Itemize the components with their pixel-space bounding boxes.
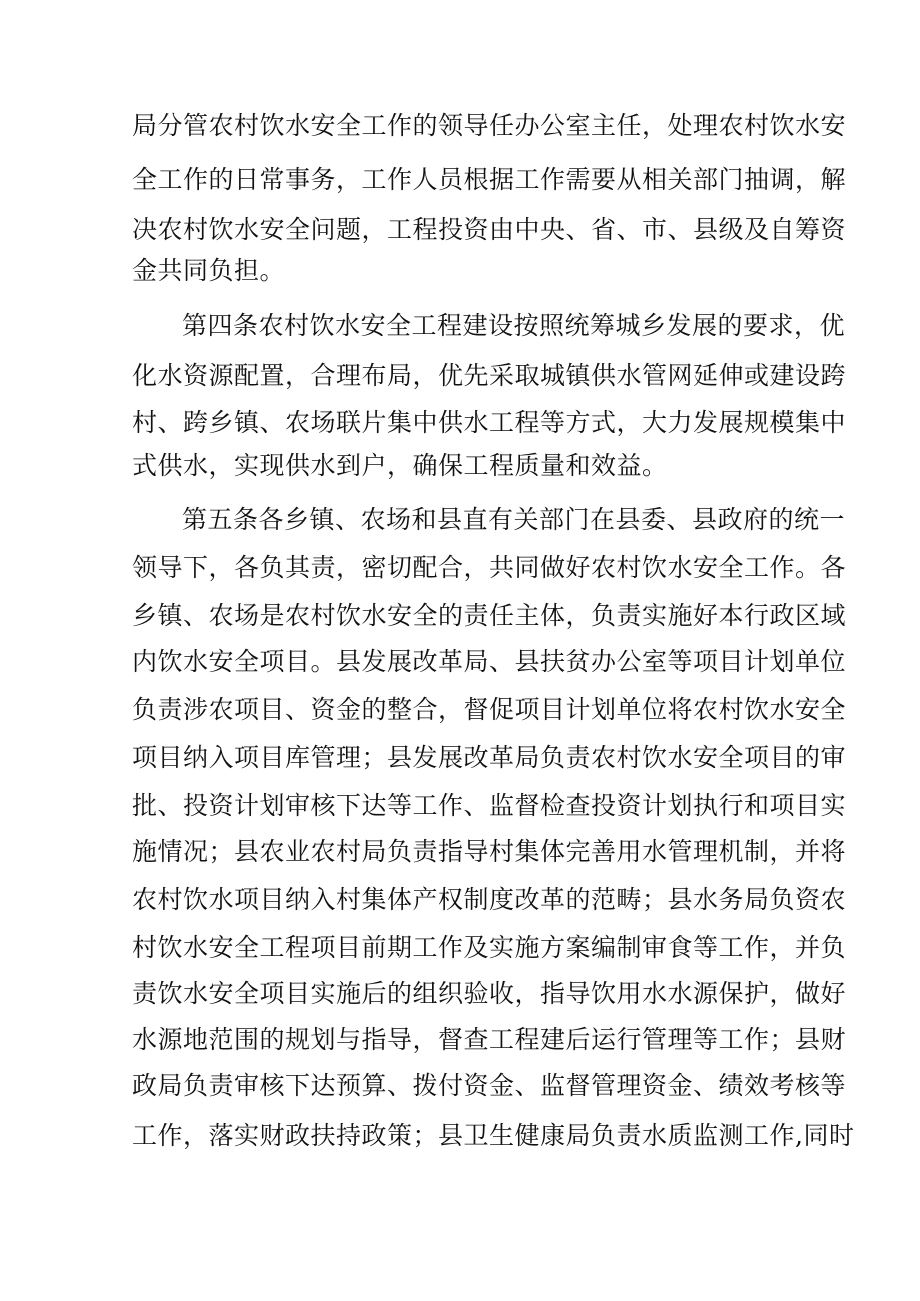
text-line: 政局负责审核下达预算、拨付资金、监督管理资金、绩效考核等 (132, 1071, 847, 1100)
text-line: 村、跨乡镇、农场联片集中供水工程等方式，大力发展规模集中 (132, 408, 847, 437)
text-line: 内饮水安全项目。县发展改革局、县扶贫办公室等项目计划单位 (132, 647, 847, 676)
text-line: 化水资源配置，合理布局，优先采取城镇供水管网延伸或建设跨 (132, 361, 847, 390)
text-line: 责饮水安全项目实施后的组织验收，指导饮用水水源保护，做好 (132, 979, 847, 1008)
text-line: 局分管农村饮水安全工作的领导任办公室主任，处理农村饮水安 (132, 111, 847, 140)
text-line: 式供水，实现供水到户，确保工程质量和效益。 (132, 451, 668, 480)
paragraph-start-article-4: 第四条农村饮水安全工程建设按照统筹城乡发展的要求，优 (182, 311, 846, 340)
text-line: 乡镇、农场是农村饮水安全的责任主体，负责实施好本行政区域 (132, 601, 847, 630)
text-line: 批、投资计划审核下达等工作、监督检查投资计划执行和项目实 (132, 791, 847, 820)
text-line: 村饮水安全工程项目前期工作及实施方案编制审食等工作，并负 (132, 933, 847, 962)
text-line: 水源地范围的规划与指导，督查工程建后运行管理等工作；县财 (132, 1025, 847, 1054)
text-line: 项目纳入项目库管理；县发展改革局负责农村饮水安全项目的审 (132, 743, 847, 772)
text-line: 施情况；县农业农村局负责指导村集体完善用水管理机制，并将 (132, 837, 847, 866)
text-line: 全工作的日常事务，工作人员根据工作需要从相关部门抽调，解 (132, 165, 847, 194)
text-line: 农村饮水项目纳入村集体产权制度改革的范畴；县水务局负资农 (132, 885, 847, 914)
text-line: 工作，落实财政扶持政策；县卫生健康局负责水质监测工作,同时 (132, 1121, 855, 1150)
paragraph-start-article-5: 第五条各乡镇、农场和县直有关部门在县委、县政府的统一 (182, 505, 846, 534)
text-line: 决农村饮水安全问题，工程投资由中央、省、市、县级及自筹资 (132, 215, 847, 244)
text-line: 领导下，各负其责，密切配合，共同做好农村饮水安全工作。各 (132, 553, 847, 582)
text-line: 金共同负担。 (132, 256, 286, 285)
text-line: 负责涉农项目、资金的整合，督促项目计划单位将农村饮水安全 (132, 695, 847, 724)
